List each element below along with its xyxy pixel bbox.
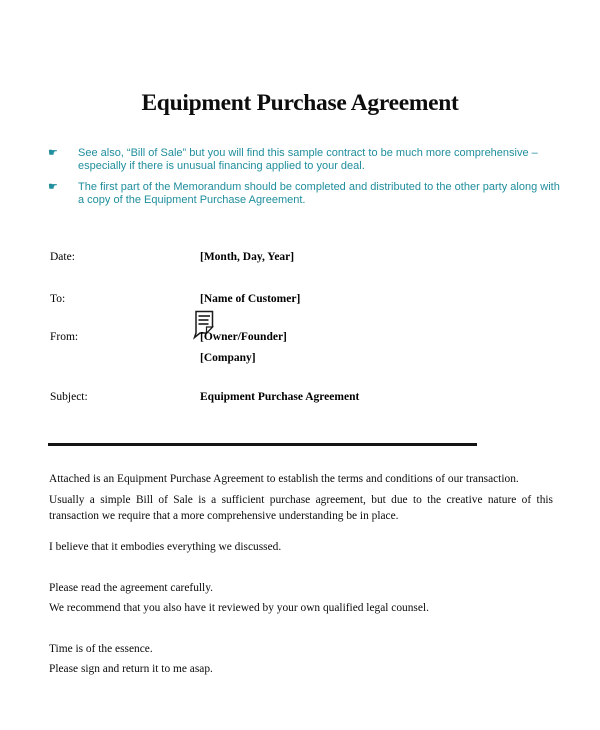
note-text: [78, 147, 558, 172]
note-text: [78, 181, 560, 206]
date-label: Date:: [50, 251, 75, 263]
paragraph-usually: [49, 493, 553, 525]
page-title: Equipment Purchase Agreement: [141, 90, 459, 116]
paragraph-line: transaction we require that a more comprehensive understanding be in place.: [49, 509, 399, 522]
paragraph-legal-counsel: We recommend that you also have it reviewed by your own qualified legal counsel.: [49, 602, 429, 614]
paragraph-read-carefully: Please read the agreement carefully.: [49, 582, 214, 594]
note-text-line: The first part of the Memorandum should be completed and distributed to the other party along with: [78, 181, 560, 193]
subject-label: Subject:: [50, 391, 88, 403]
to-value: [Name of Customer]: [200, 293, 301, 305]
paragraph-line: Usually a simple Bill of Sale is a sufficient purchase agreement, but due to the creative nature of this: [49, 494, 553, 506]
pointing-hand-icon: ☛: [48, 181, 58, 193]
note-text-line: a copy of the Equipment Purchase Agreement.: [78, 193, 306, 206]
signature-divider-line: [48, 443, 477, 446]
note-item: [48, 181, 558, 206]
note-text-line: See also, “Bill of Sale” but you will find this sample contract to be much more comprehensive –: [78, 147, 538, 159]
note-list: [48, 147, 558, 206]
paragraph-sign-return: Please sign and return it to me asap.: [49, 663, 213, 675]
to-label: To:: [50, 293, 66, 305]
company-value: [Company]: [200, 352, 256, 364]
paragraph-believe: I believe that it embodies everything we discussed.: [49, 541, 282, 553]
date-value: [Month, Day, Year]: [200, 251, 295, 263]
subject-value: Equipment Purchase Agreement: [200, 391, 360, 403]
from-value: [Owner/Founder]: [200, 331, 287, 343]
paragraph-attached: Attached is an Equipment Purchase Agreement to establish the terms and conditions of our transaction.: [49, 473, 519, 485]
paragraph-time-essence: Time is of the essence.: [49, 643, 153, 655]
note-item: [48, 147, 558, 172]
note-text-line: especially if there is unusual financing applied to your deal.: [78, 159, 365, 172]
from-label: From:: [50, 331, 79, 343]
pointing-hand-icon: ☛: [48, 147, 58, 159]
